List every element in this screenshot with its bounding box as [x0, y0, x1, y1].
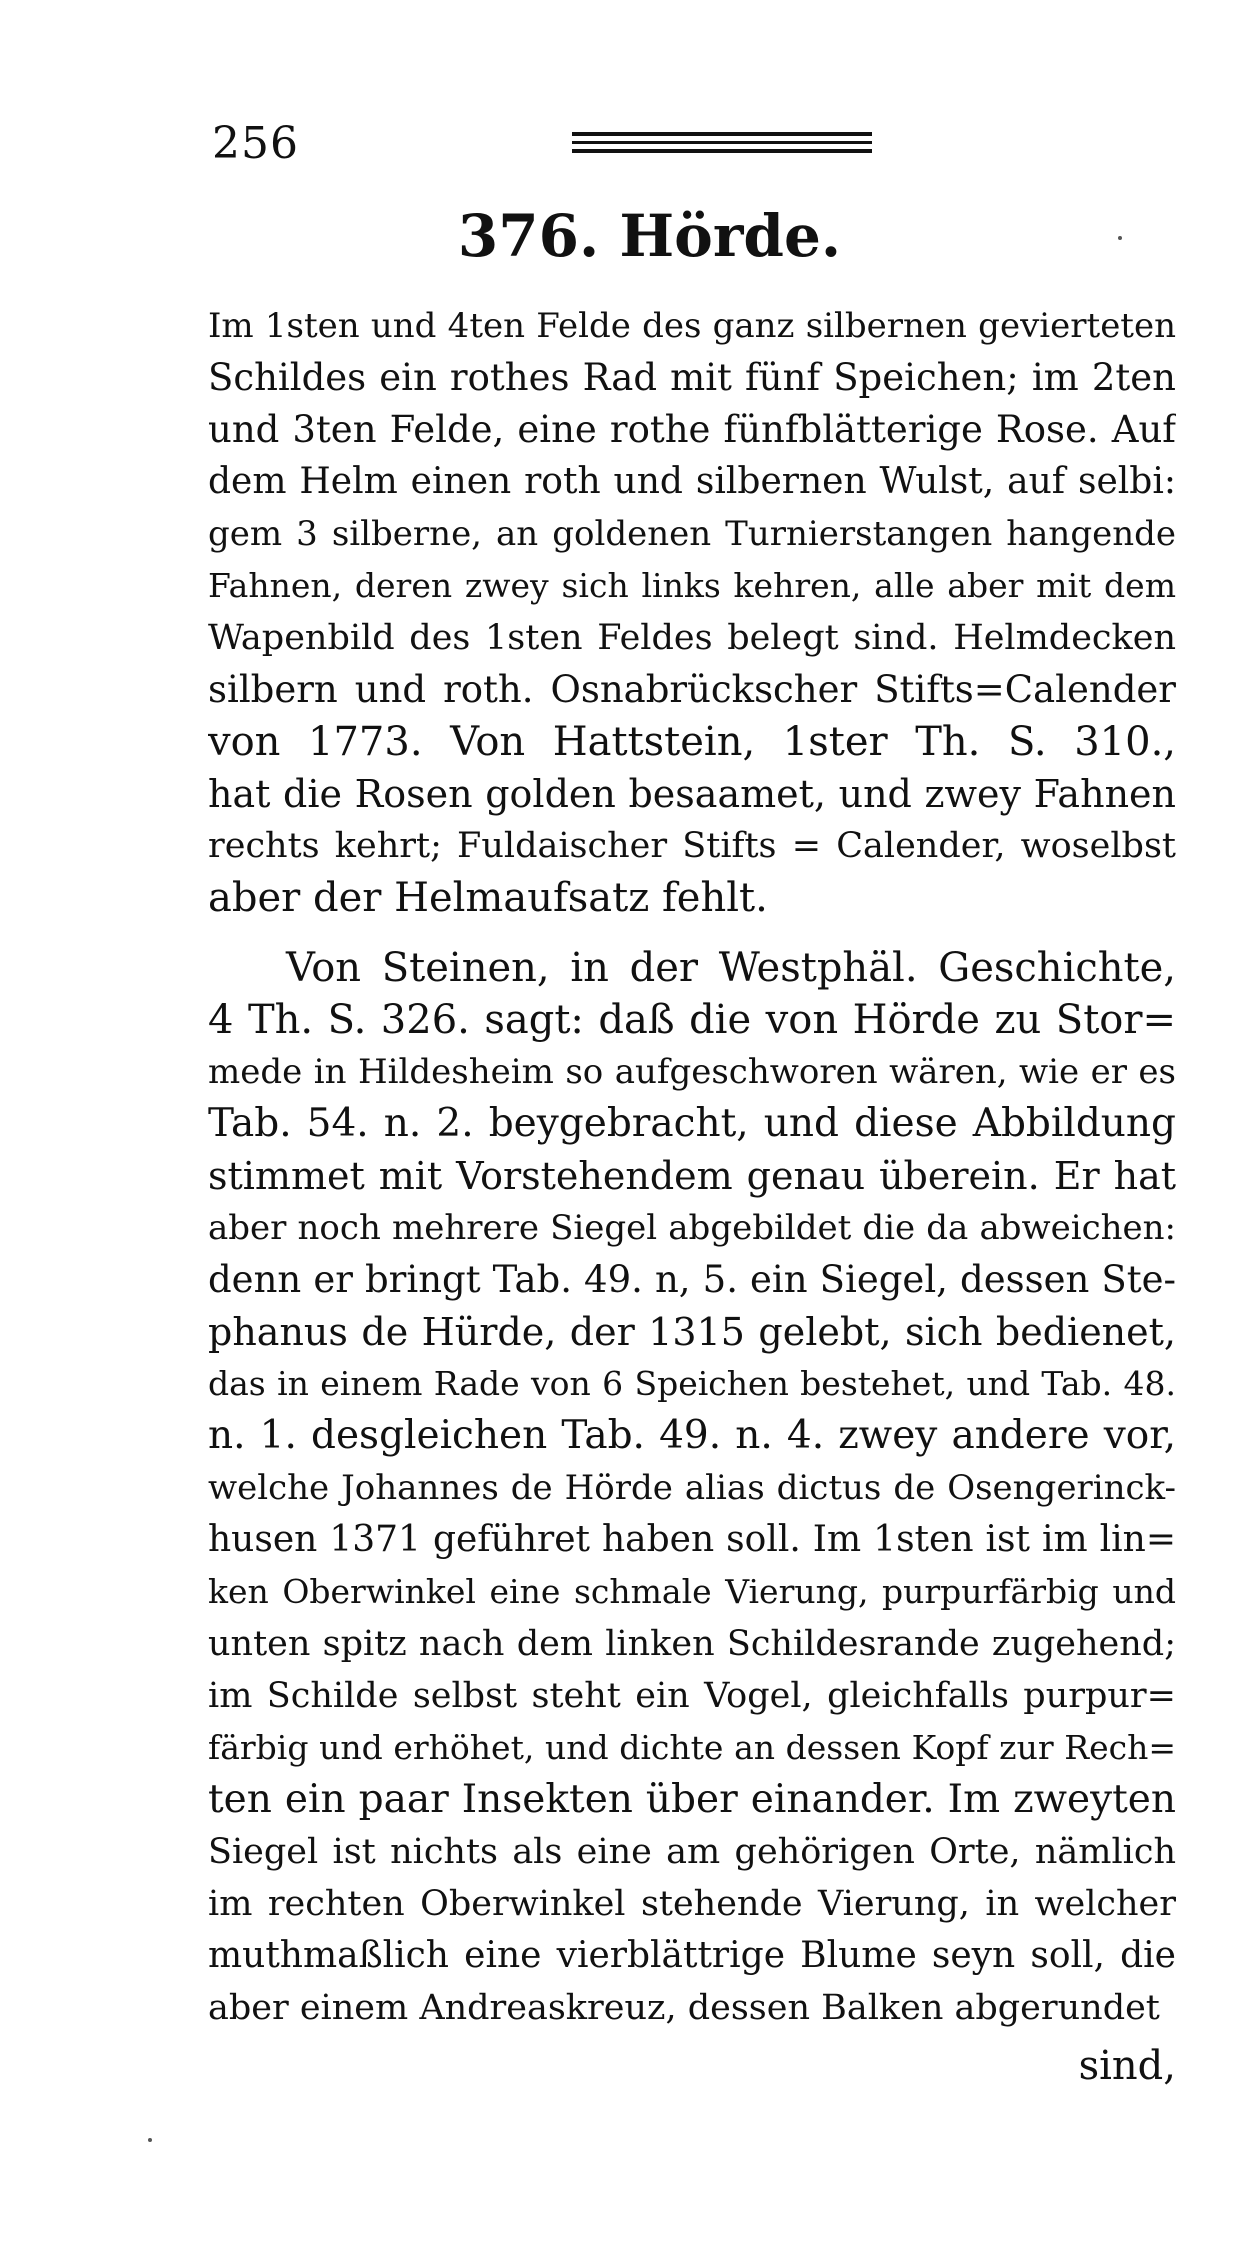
text-line: mede in Hildesheim so aufgeschworen wären, wie er es	[208, 1052, 1176, 1092]
text-line: 4 Th. S. 326. sagt: daß die von Hörde zu Stor=	[208, 997, 1176, 1043]
rule-line	[572, 141, 872, 144]
text-line: aber der Helmaufsatz fehlt.	[208, 875, 768, 921]
text-line: Im 1sten und 4ten Felde des ganz silbernen gevierteten	[208, 306, 1176, 346]
text-line: phanus de Hürde, der 1315 gelebt, sich bedienet,	[208, 1310, 1176, 1354]
text-line: aber einem Andreaskreuz, dessen Balken abgerundet	[208, 1988, 1160, 2028]
text-line: im rechten Oberwinkel stehende Vierung, in welcher	[208, 1884, 1176, 1924]
text-line: Tab. 54. n. 2. beygebracht, und diese Abbildung	[208, 1101, 1176, 1146]
text-line: Siegel ist nichts als eine am gehörigen Orte, nämlich	[208, 1832, 1176, 1872]
text-line: Wapenbild des 1sten Feldes belegt sind. Helmdecken	[208, 618, 1176, 658]
print-speck	[1118, 236, 1122, 240]
text-line: das in einem Rade von 6 Speichen bestehet, und Tab. 48.	[208, 1364, 1176, 1403]
rule-line	[572, 149, 872, 153]
text-line: stimmet mit Vorstehendem genau überein. Er hat	[208, 1154, 1176, 1198]
text-line: im Schilde selbst steht ein Vogel, gleichfalls purpur=	[208, 1676, 1176, 1716]
catchword: sind,	[1078, 2043, 1176, 2089]
text-line: von 1773. Von Hattstein, 1ster Th. S. 310.,	[208, 719, 1176, 765]
header-rule	[572, 132, 872, 158]
text-line: husen 1371 geführet haben soll. Im 1sten ist im lin=	[208, 1519, 1176, 1560]
text-line: welche Johannes de Hörde alias dictus de Osengerinck-	[208, 1468, 1176, 1508]
text-line: denn er bringt Tab. 49. n, 5. ein Siegel, dessen Ste-	[208, 1258, 1176, 1301]
page-number: 256	[212, 118, 299, 169]
text-line: n. 1. desgleichen Tab. 49. n. 4. zwey andere vor,	[208, 1413, 1176, 1458]
text-line: aber noch mehrere Siegel abgebildet die da abweichen:	[208, 1208, 1176, 1248]
text-line: Fahnen, deren zwey sich links kehren, alle aber mit dem	[208, 566, 1176, 605]
text-line: hat die Rosen golden besaamet, und zwey Fahnen	[208, 772, 1176, 816]
section-title: 376. Hörde.	[457, 202, 842, 270]
paragraph-gap	[208, 924, 1176, 942]
text-line: unten spitz nach dem linken Schildesrande zugehend;	[208, 1624, 1176, 1664]
text-line: dem Helm einen roth und silbernen Wulst, auf selbi:	[208, 461, 1176, 502]
text-line: muthmaßlich eine vierblättrige Blume seyn soll, die	[208, 1935, 1176, 1976]
text-line: gem 3 silberne, an goldenen Turnierstangen hangende	[208, 514, 1176, 554]
page-body	[208, 300, 1176, 2094]
text-line: ten ein paar Insekten über einander. Im zweyten	[208, 1777, 1176, 1822]
text-line: Von Steinen, in der Westphäl. Geschichte,	[286, 945, 1176, 991]
text-line: und 3ten Felde, eine rothe fünfblätterige Rose. Auf	[208, 408, 1176, 451]
text-line: ken Oberwinkel eine schmale Vierung, purpurfärbig und	[208, 1572, 1176, 1611]
paragraph-1	[208, 300, 1176, 924]
text-line: silbern und roth. Osnabrückscher Stifts=Calender	[208, 668, 1176, 711]
text-line: rechts kehrt; Fuldaischer Stifts = Calender, woselbst	[208, 826, 1176, 866]
text-line: färbig und erhöhet, und dichte an dessen Kopf zur Rech=	[208, 1728, 1176, 1767]
rule-line	[572, 132, 872, 136]
text-line: Schildes ein rothes Rad mit fünf Speichen; im 2ten	[208, 356, 1176, 399]
print-speck	[148, 2138, 152, 2142]
paragraph-2	[208, 942, 1176, 2034]
